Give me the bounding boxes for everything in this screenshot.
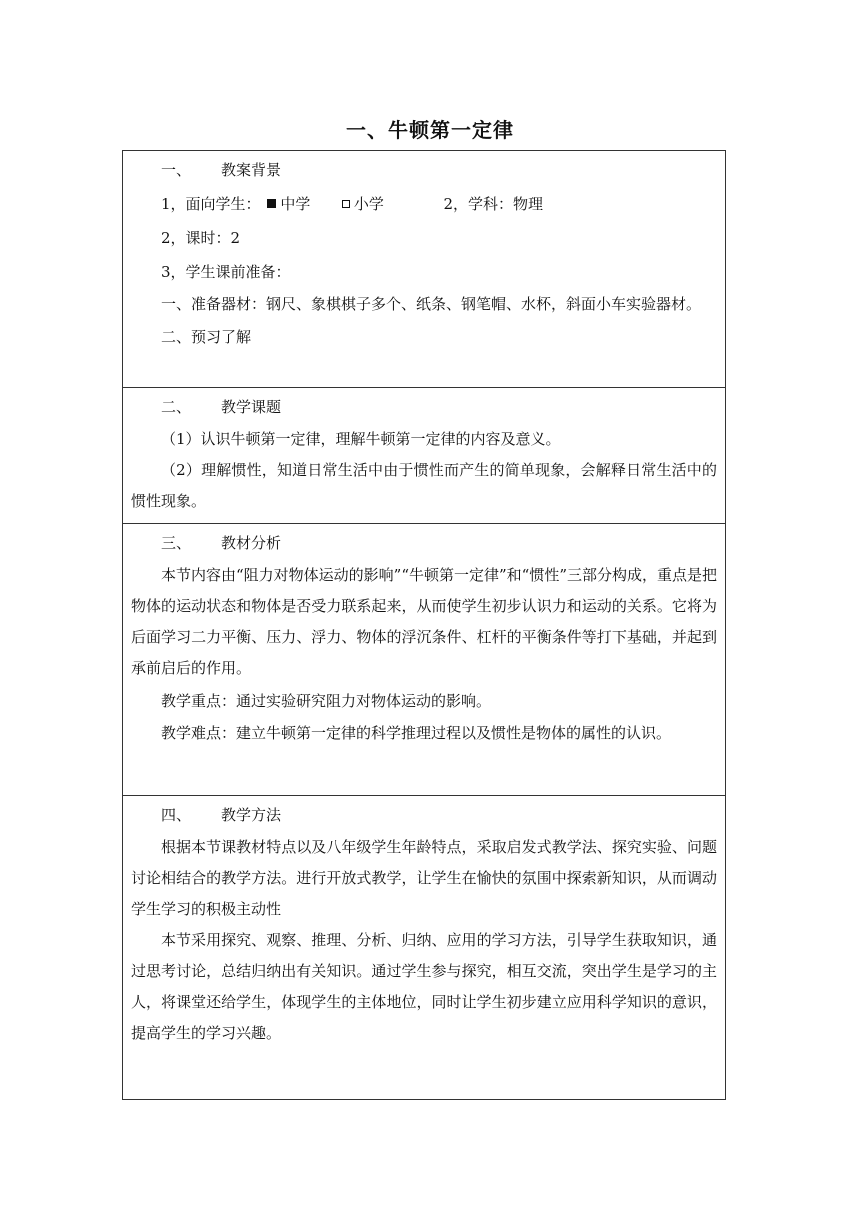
- methods-paragraph-1: 根据本节课教材特点以及八年级学生年龄特点，采取启发式教学法、探究实验、问题讨论相结合的教学方法。进行开放式教学，让学生在愉快的氛围中探索新知识，从而调动学生学习的积极主动性: [131, 838, 717, 918]
- students-label: 1，面向学生：: [161, 195, 261, 213]
- document-title: 一、牛顿第一定律: [346, 118, 514, 142]
- section-heading: [131, 153, 717, 187]
- section-methods: [123, 795, 725, 1099]
- section-topic: [123, 387, 725, 523]
- section-number: 二、: [161, 398, 192, 416]
- section-heading: [131, 390, 717, 424]
- section-title: 教案背景: [221, 161, 282, 179]
- preview-text: 二、预习了解: [161, 328, 252, 346]
- section-number: 一、: [161, 161, 192, 179]
- option-primary-school: 小学: [353, 195, 384, 213]
- section-title: 教学课题: [221, 398, 282, 416]
- lesson-plan-table: [122, 150, 726, 1100]
- students-row: [131, 187, 717, 221]
- section-heading: [131, 798, 717, 832]
- key-point: 教学重点：通过实验研究阻力对物体运动的影响。: [161, 692, 492, 710]
- analysis-paragraph: 本节内容由“阻力对物体运动的影响”“牛顿第一定律”和“惯性”三部分构成，重点是把物体的运动状态和物体是否受力联系起来，从而使学生初步认识力和运动的关系。它将为后面学习二力平衡、压力、浮力、物体的浮沉条件、杠杆的平衡条件等打下基础，并起到承前启后的作用。: [131, 566, 718, 677]
- class-hours: 2，课时：2: [161, 229, 241, 247]
- section-analysis: [123, 523, 725, 795]
- checked-box-icon: [267, 199, 276, 208]
- student-preparation: 3，学生课前准备：: [161, 263, 291, 281]
- unchecked-box-icon: [342, 200, 350, 208]
- section-number: 四、: [161, 806, 192, 824]
- difficult-point: 教学难点：建立牛顿第一定律的科学推理过程以及惯性是物体的属性的认识。: [161, 724, 672, 742]
- subject-text: 2，学科：物理: [443, 195, 544, 213]
- section-heading: [131, 526, 717, 560]
- section-background: [123, 151, 725, 387]
- section-title: 教材分析: [221, 534, 282, 552]
- option-middle-school: 中学: [280, 195, 311, 213]
- topic-item-2: （2）理解惯性，知道日常生活中由于惯性而产生的简单现象，会解释日常生活中的惯性现象。: [131, 461, 717, 510]
- section-number: 三、: [161, 534, 192, 552]
- materials-text: 一、准备器材：钢尺、象棋棋子多个、纸条、钢笔帽、水杯，斜面小车实验器材。: [161, 295, 702, 313]
- methods-paragraph-2: 本节采用探究、观察、推理、分析、归纳、应用的学习方法，引导学生获取知识，通过思考讨论，总结归纳出有关知识。通过学生参与探究，相互交流，突出学生是学习的主人，将课堂还给学生，体现学生的主体地位，同时让学生初步建立应用科学知识的意识，提高学生的学习兴趣。: [131, 931, 717, 1042]
- topic-item-1: （1）认识牛顿第一定律，理解牛顿第一定律的内容及意义。: [161, 430, 561, 448]
- section-title: 教学方法: [221, 806, 282, 824]
